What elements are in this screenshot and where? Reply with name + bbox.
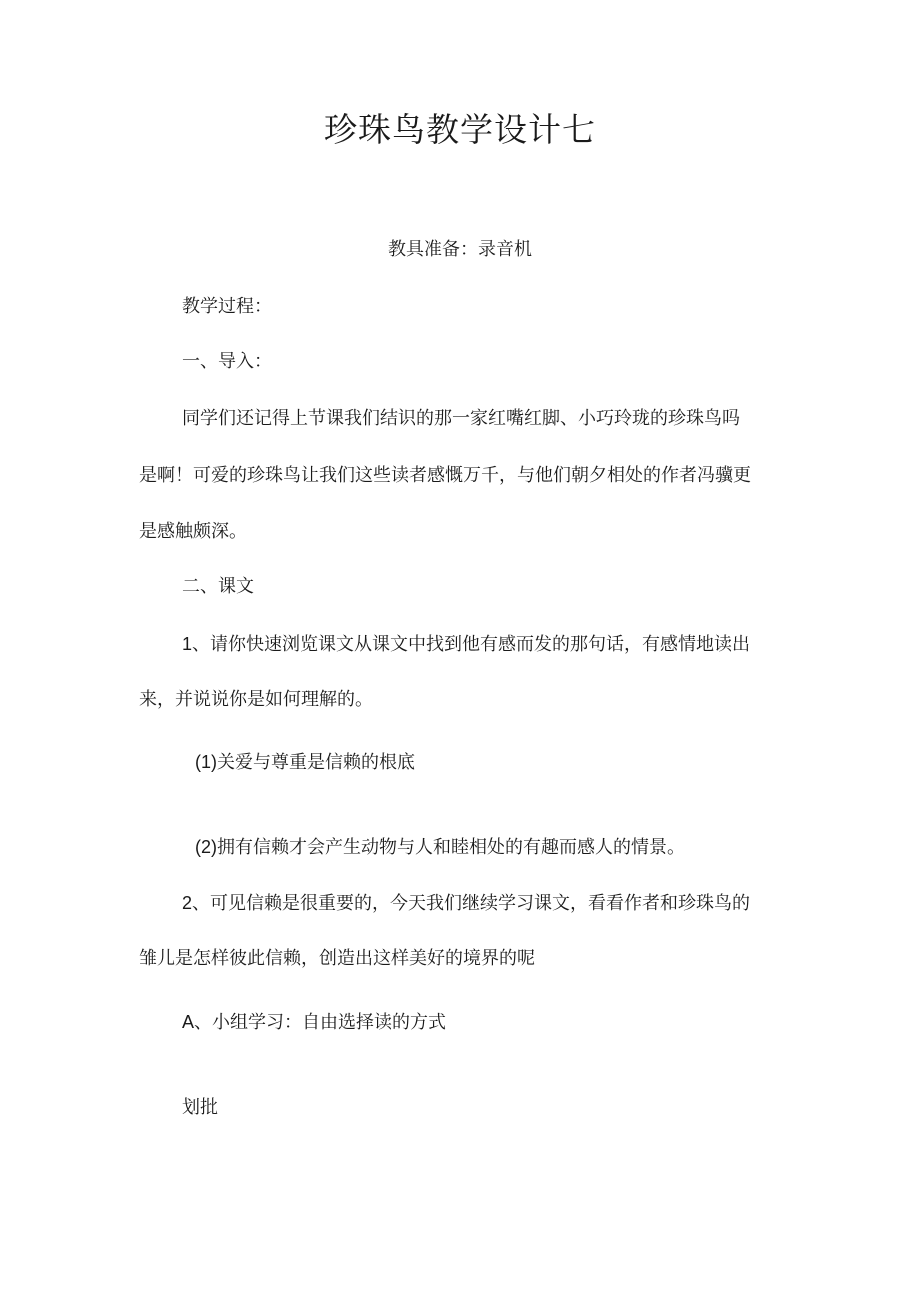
section-heading-intro: 一、导入： [182, 351, 272, 372]
item-1-line [182, 632, 750, 657]
item-2-text: 、可见信赖是很重要的，今天我们继续学习课文，看看作者和珍珠鸟的 [192, 893, 751, 914]
process-heading: 教学过程： [182, 296, 272, 317]
item-a-text: 、小组学习：自由选择读的方式 [194, 1012, 447, 1033]
teaching-aids: 教具准备：录音机 [388, 239, 532, 260]
annotate-line: 划批 [182, 1097, 218, 1118]
item-2-continuation: 雏儿是怎样彼此信赖，创造出这样美好的境界的呢 [139, 948, 535, 969]
item-a-letter: A [182, 1012, 195, 1032]
sub-point-2-text: 拥有信赖才会产生动物与人和睦相处的有趣而感人的情景。 [217, 837, 685, 858]
sub-point-2 [195, 835, 685, 860]
item-a-line [182, 1010, 446, 1035]
item-1-text: 、请你快速浏览课文从课文中找到他有感而发的那句话，有感情地读出 [192, 634, 751, 655]
item-1-number: 1 [182, 634, 193, 654]
sub-point-1-text: 关爱与尊重是信赖的根底 [217, 752, 415, 773]
item-1-continuation: 来，并说说你是如何理解的。 [139, 689, 373, 710]
item-2-number: 2 [182, 893, 193, 913]
intro-paragraph-line: 同学们还记得上节课我们结识的那一家红嘴红脚、小巧玲珑的珍珠鸟吗 [182, 408, 740, 429]
document-title: 珍珠鸟教学设计七 [324, 110, 596, 149]
sub-point-1 [195, 750, 415, 775]
sub-point-1-number: (1) [195, 752, 217, 772]
intro-paragraph-line: 是啊！可爱的珍珠鸟让我们这些读者感慨万千，与他们朝夕相处的作者冯骥更 [139, 465, 751, 486]
sub-point-2-number: (2) [195, 837, 217, 857]
section-heading-text: 二、课文 [182, 576, 254, 597]
item-2-line [182, 891, 750, 916]
intro-paragraph-line: 是感触颇深。 [139, 521, 247, 542]
